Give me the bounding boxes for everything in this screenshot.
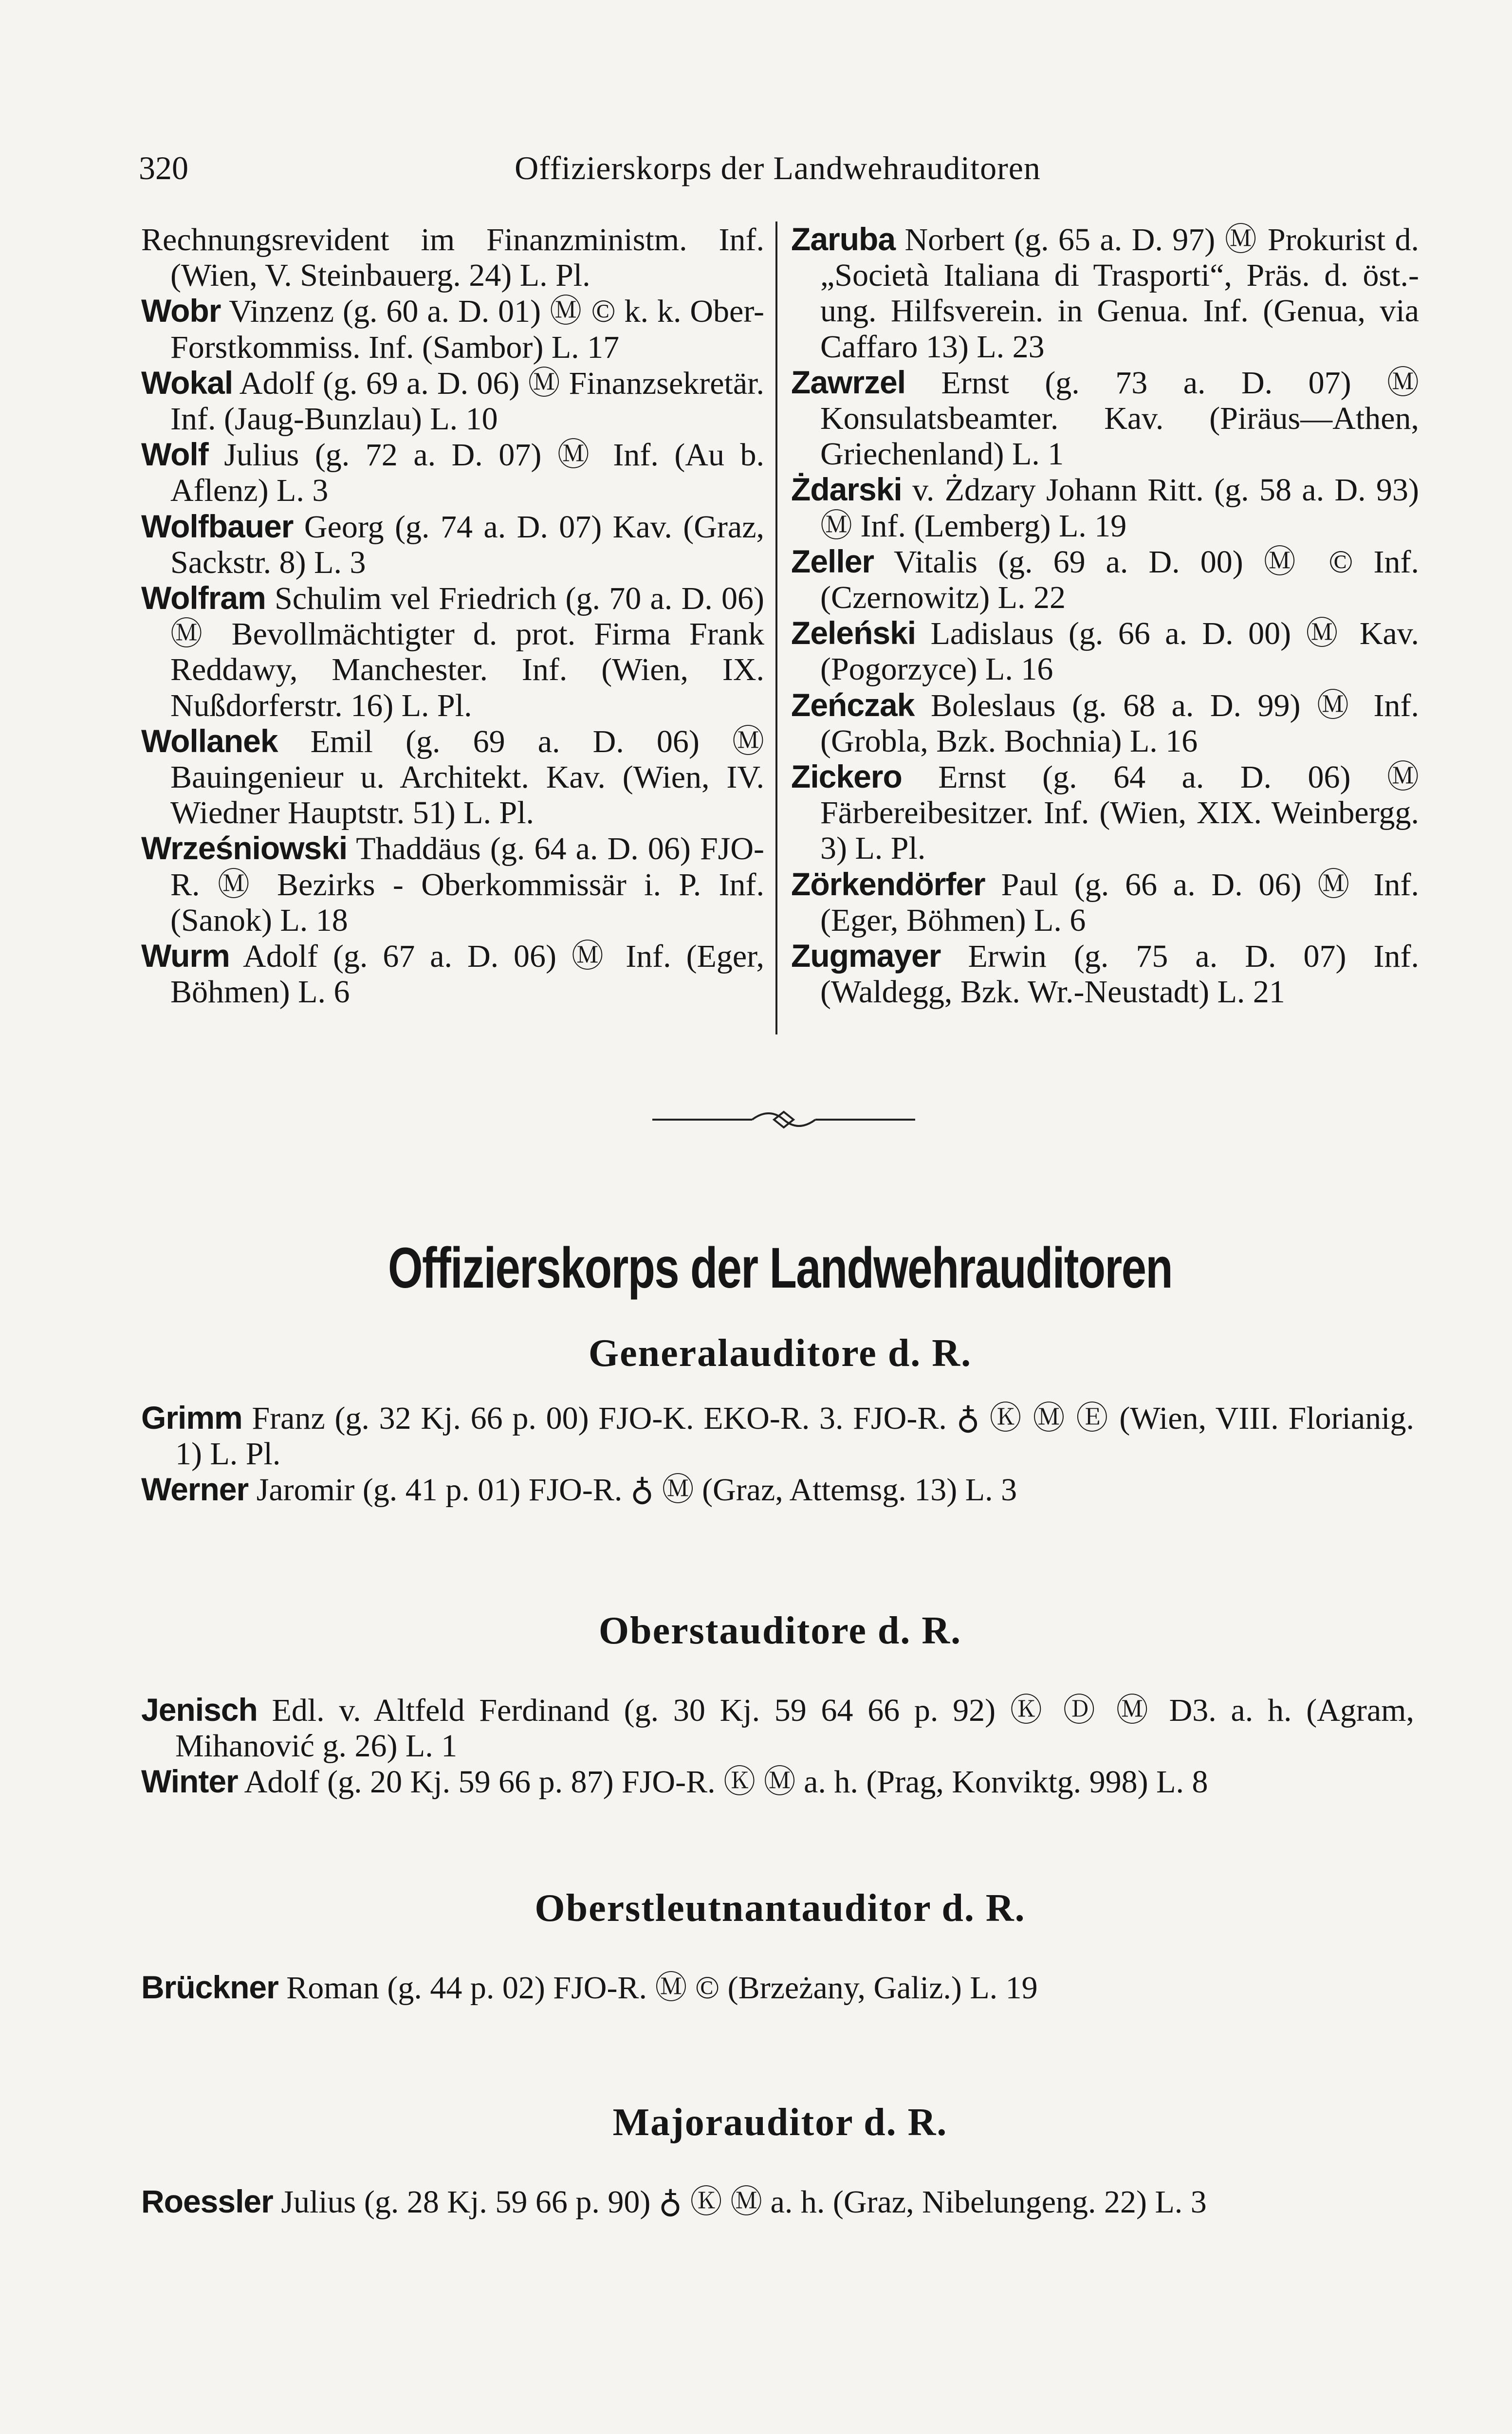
list-item: Winter Adolf (g. 20 Kj. 59 66 p. 87) FJO-R. Ⓚ Ⓜ a. h. (Prag, Konviktg. 998) L. 8 [141,1763,1208,1800]
ornament-divider [652,1105,915,1134]
list-item: Wrześniowski Thaddäus (g. 64 a. D. 06) FJO-R. Ⓜ Bezirks - Oberkommissär i. P. Inf. (Sanok) L. 18 [141,830,764,938]
section-entries [141,1400,1414,1508]
section-main-title: Offizierskorps der Landwehrauditoren [387,1236,1173,1300]
section-heading: Generalauditore d. R. [588,1332,972,1375]
section-entries [141,2184,1414,2220]
list-item: Grimm Franz (g. 32 Kj. 66 p. 00) FJO-K. EKO-R. 3. FJO-R. ♁ Ⓚ Ⓜ Ⓔ (Wien, VIII. Florianig. 1) L. Pl. [141,1400,1414,1472]
list-item: Zaruba Norbert (g. 65 a. D. 97) Ⓜ Prokurist d. „Società Italiana di Trasporti“, Präs. d. öst.-ung. Hilfsverein. in Genua. Inf. (Genua, via Caffaro 13) L. 23 [791,221,1419,365]
list-item: Wolf Julius (g. 72 a. D. 07) Ⓜ Inf. (Au b. Aflenz) L. 3 [141,436,764,509]
section-heading: Majorauditor d. R. [612,2101,948,2144]
list-item: Zawrzel Ernst (g. 73 a. D. 07) Ⓜ Konsulatsbeamter. Kav. (Piräus—Athen, Griechenland) L. 1 [791,364,1419,472]
list-item: Wurm Adolf (g. 67 a. D. 06) Ⓜ Inf. (Eger, Böhmen) L. 6 [141,938,764,1010]
list-item: Zeller Vitalis (g. 69 a. D. 00) Ⓜ © Inf. (Czernowitz) L. 22 [791,543,1419,616]
list-item: Wokal Adolf (g. 69 a. D. 06) Ⓜ Finanzsekretär. Inf. (Jaug-Bunzlau) L. 10 [141,364,764,437]
section-heading: Oberstauditore d. R. [598,1609,962,1652]
list-item: Wollanek Emil (g. 69 a. D. 06) Ⓜ Bauingenieur u. Architekt. Kav. (Wien, IV. Wiedner Hauptstr. 51) L. Pl. [141,722,764,831]
list-item: Rechnungsrevident im Finanzministm. Inf. (Wien, V. Steinbauerg. 24) L. Pl. [141,222,764,294]
running-title: Offizierskorps der Landwehrauditoren [515,149,1041,186]
page-number: 320 [139,149,188,186]
list-item: Wobr Vinzenz (g. 60 a. D. 01) Ⓜ © k. k. Ober-Forstkommiss. Inf. (Sambor) L. 17 [141,293,764,365]
list-item: Wolfram Schulim vel Friedrich (g. 70 a. D. 06) Ⓜ Bevollmächtigter d. prot. Firma Frank Reddawy, Manchester. Inf. (Wien, IX. Nußdorferstr. 16) L. Pl. [141,580,764,723]
list-item: Zeńczak Boleslaus (g. 68 a. D. 99) Ⓜ Inf. (Grobla, Bzk. Bochnia) L. 16 [791,686,1419,759]
list-item: Jenisch Edl. v. Altfeld Ferdinand (g. 30 Kj. 59 64 66 p. 92) Ⓚ Ⓓ Ⓜ D3. a. h. (Agram, Mihanović g. 26) L. 1 [141,1692,1414,1764]
list-item: Brückner Roman (g. 44 p. 02) FJO-R. Ⓜ © (Brzeżany, Galiz.) L. 19 [141,1969,1038,2006]
list-item: Żdarski v. Żdzary Johann Ritt. (g. 58 a. D. 93) Ⓜ Inf. (Lemberg) L. 19 [791,471,1419,544]
list-item: Werner Jaromir (g. 41 p. 01) FJO-R. ♁ Ⓜ (Graz, Attemsg. 13) L. 3 [141,1471,1017,1508]
section-heading: Oberstleutnantauditor d. R. [535,1887,1026,1930]
section-entries [141,1970,1414,2006]
list-item: Roessler Julius (g. 28 Kj. 59 66 p. 90) ♁ Ⓚ Ⓜ a. h. (Graz, Nibelungeng. 22) L. 3 [141,2183,1207,2220]
list-item: Zickero Ernst (g. 64 a. D. 06) Ⓜ Färbereibesitzer. Inf. (Wien, XIX. Weinbergg. 3) L. Pl. [791,758,1419,867]
column-divider [775,221,777,1034]
list-item: Zugmayer Erwin (g. 75 a. D. 07) Inf. (Waldegg, Bzk. Wr.-Neustadt) L. 21 [791,938,1419,1010]
list-item: Zeleński Ladislaus (g. 66 a. D. 00) Ⓜ Kav. (Pogorzyce) L. 16 [791,615,1419,687]
list-item: Zörkendörfer Paul (g. 66 a. D. 06) Ⓜ Inf. (Eger, Böhmen) L. 6 [791,866,1419,938]
right-column [791,221,1419,1010]
list-item: Wolfbauer Georg (g. 74 a. D. 07) Kav. (Graz, Sackstr. 8) L. 3 [141,508,764,580]
left-column [141,221,764,1010]
section-entries [141,1692,1414,1800]
running-header [139,141,1417,195]
